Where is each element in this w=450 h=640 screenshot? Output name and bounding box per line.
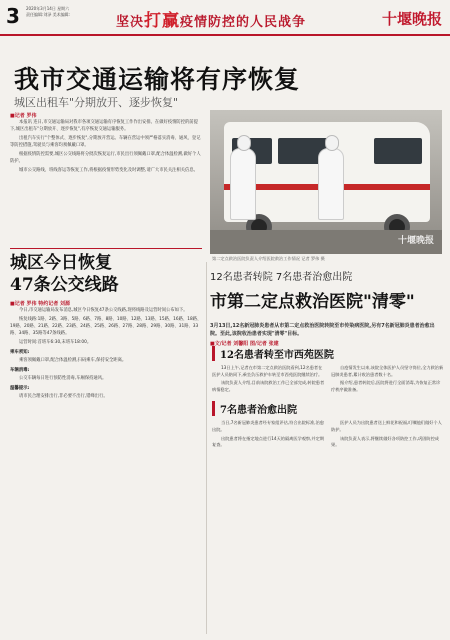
qa-answer: 乘客须佩戴口罩,配合体温检测,扫码乘车,保持安全距离。 xyxy=(19,358,127,363)
article-kicker: 12名患者转院 7名患者治愈出院 xyxy=(210,272,353,283)
qa-question: 乘车须知: xyxy=(10,350,30,355)
header-editor: 责任编辑:刘泽 美术编辑: xyxy=(26,12,70,17)
article-hospital-header xyxy=(210,268,442,347)
section-divider xyxy=(10,248,202,249)
worker-head xyxy=(237,135,251,151)
header-banner xyxy=(116,6,306,31)
column-divider xyxy=(206,262,207,634)
article-paragraph: 该院负责人表示,将继续做好各项防控工作,巩固防控成果。 xyxy=(331,435,439,448)
article-paragraph: 本报讯 连日,市交通运输局对我市各项交通运输有序恢复工作作出安排。在做好疫情防控的前提下,城区出租车"分期放开、逐步恢复",有序恢复交通运输服务。 xyxy=(10,120,198,132)
text-column xyxy=(212,420,325,450)
photo-watermark: 十堰晚报 xyxy=(397,236,434,246)
article-paragraph: 该院负责人介绍,目前该院救治工作已全部完成,转院患者病情稳定。 xyxy=(212,380,325,392)
article-paragraph: 运营时间:首班车6:30,末班车18:00。 xyxy=(19,340,92,345)
photo-caption: 第二定点救治医院负责人介绍医院救治工作情况 记者 罗伟 摄 xyxy=(212,256,325,261)
page-header xyxy=(0,0,450,36)
banner-highlight: 打赢 xyxy=(144,11,181,31)
main-subheadline: 城区出租车"分期放开、逐步恢复" xyxy=(14,96,179,109)
qa-answer: 请市民合理安排出行,非必要不出行,错峰出行。 xyxy=(19,394,108,399)
article-paragraph: 自疫情发生以来,该院全体医护人员坚守岗位,全力救治新冠肺炎患者,累计收治患者数十名。 xyxy=(331,365,444,377)
text-column xyxy=(331,365,444,395)
qa-answer: 公交车辆每日进行预防性消毒,车厢保持通风。 xyxy=(19,376,107,381)
article-paragraph: 13日上午,记者在市第二定点救治医院看到,12名患者在医护人员陪同下,乘坐负压救护车转至市西苑医院继续治疗。 xyxy=(212,365,323,377)
article-paragraph: 医护人员为出院患者送上鲜花和祝福,叮嘱他们做好个人防护。 xyxy=(331,420,442,432)
article-bus-lines xyxy=(10,252,202,402)
article-title: 47条公交线路 xyxy=(10,275,119,295)
text-column xyxy=(331,420,444,450)
text-columns xyxy=(212,365,444,395)
qa-question: 车辆消毒: xyxy=(10,368,30,373)
text-columns xyxy=(212,420,444,450)
worker-head xyxy=(325,135,339,151)
article-subheading: 7名患者治愈出院 xyxy=(212,401,444,416)
article-subheading: 12名患者转至市西苑医院 xyxy=(212,346,444,361)
header-date: 2020年3月14日 星期六 xyxy=(26,6,70,11)
banner-prefix: 坚决 xyxy=(116,15,145,30)
article-lead: 3月13日,12名新冠肺炎患者从市第二定点救治医院转院至市传染病医院,另有7名新冠肺炎患者治愈出院。至此,该院收治患者实现"清零"目标。 xyxy=(210,323,435,337)
banner-suffix: 疫情防控的人民战争 xyxy=(180,15,307,30)
article-paragraph: 据介绍,患者转院后,医院将进行全面消毒,为恢复正常诊疗秩序做准备。 xyxy=(331,380,441,392)
medical-worker-figure xyxy=(318,148,344,220)
article-paragraph: 今日,市交通运输局发布消息,城区今日恢复47条公交线路,现将线路及运营时间公布如下。 xyxy=(19,308,188,313)
newspaper-logo: 十堰晚报 xyxy=(381,10,442,28)
article-byline: ■记者 罗伟 xyxy=(10,113,37,119)
article-hospital-body xyxy=(212,340,444,451)
qa-question: 温馨提示: xyxy=(10,386,30,391)
article-title: 城区今日恢复 xyxy=(10,253,112,273)
article-paragraph: 出租汽车实行"个整体式、逐步恢复",分期放开营运。车辆在营运中须严格落实消毒、通风、登记等防控措施,驾驶员与乘客均须佩戴口罩。 xyxy=(10,136,201,148)
news-photo xyxy=(210,110,442,254)
header-meta xyxy=(26,6,96,18)
article-byline: ■记者 罗伟 特约记者 刘源 xyxy=(10,301,70,307)
page-number: 3 xyxy=(6,4,20,28)
main-headline: 我市交通运输将有序恢复 xyxy=(14,65,301,94)
ambulance-window xyxy=(374,138,422,164)
medical-worker-figure xyxy=(230,148,256,220)
article-byline: ■文/记者 刘馨阳 图/记者 张建 xyxy=(210,341,279,347)
article-paragraph: 根据疫情防控需要,城区公交线路将分批次恢复运行,市民出行须佩戴口罩,配合体温检测,做好个人防护。 xyxy=(10,152,201,164)
article-paragraph: 城市公交路线、班线客运等恢复工作,将根据疫情形势变化及时调整,请广大市民关注相关信息。 xyxy=(19,168,198,173)
article-title: 市第二定点救治医院"清零" xyxy=(210,292,415,312)
article-paragraph: 当日,7名新冠肺炎患者经专家组评估,符合出院标准,治愈出院。 xyxy=(212,420,324,432)
article-paragraph: 恢复线路:1路、2路、3路、5路、6路、7路、8路、10路、12路、13路、15路、16路、18路、19路、20路、21路、22路、23路、24路、25路、26路、27路、28路、29路、30路、31路、33路、34路、35路等47条线路。 xyxy=(10,317,202,336)
article-paragraph: 出院患者将在指定地点进行14天的隔离医学观察,并定期复查。 xyxy=(212,435,324,448)
article-transport xyxy=(10,112,202,176)
text-column xyxy=(212,365,325,395)
